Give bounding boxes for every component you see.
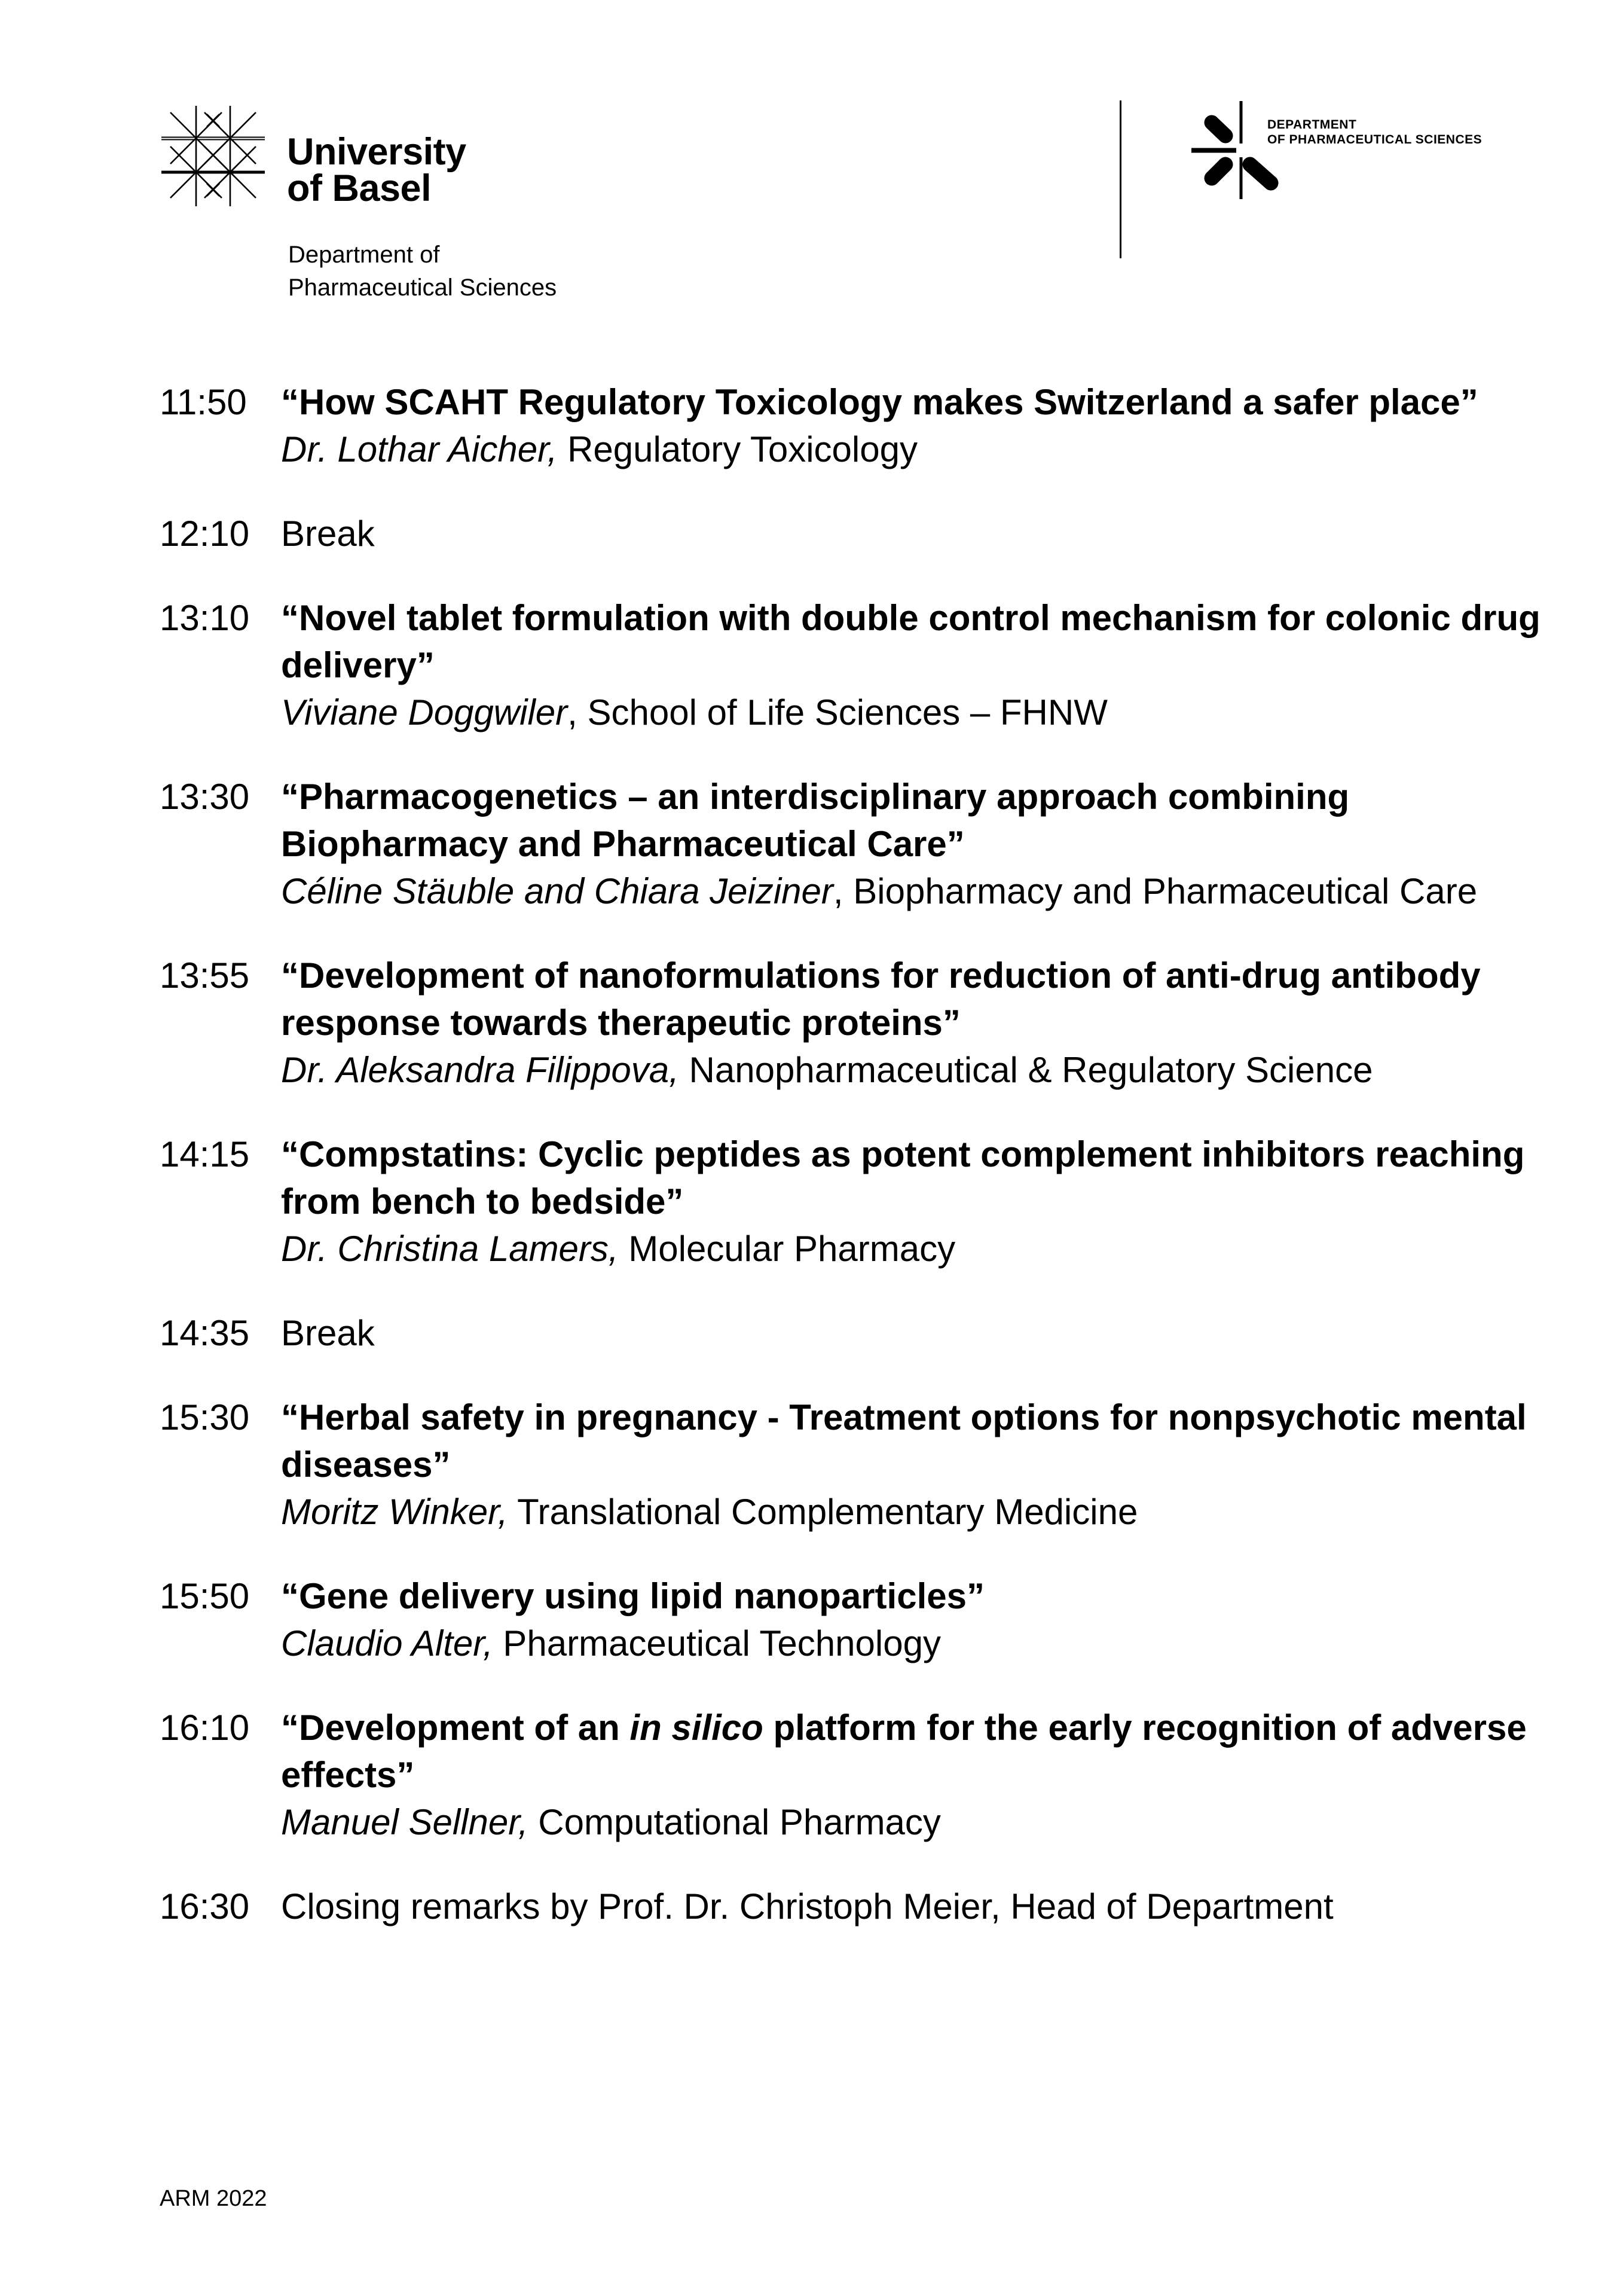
entry-title-text: “Novel tablet formulation with double control mechanism for colonic drug delivery” — [281, 598, 1541, 685]
entry-title-text: “Gene delivery using lipid nanoparticles” — [281, 1576, 985, 1616]
entry-speaker-affiliation: Pharmaceutical Technology — [493, 1623, 941, 1663]
schedule-entry — [160, 1394, 1552, 1535]
entry-body — [281, 378, 1548, 473]
entry-title — [281, 378, 1548, 426]
entry-title — [281, 1704, 1548, 1799]
university-department-line1: Department of — [288, 242, 440, 268]
entry-speaker — [281, 868, 1548, 915]
schedule-entry — [160, 378, 1552, 473]
entry-speaker-name: Manuel Sellner, — [281, 1802, 528, 1842]
entry-title-text: “How SCAHT Regulatory Toxicology makes Switzerland a safer place” — [281, 382, 1478, 422]
university-department-subtitle — [288, 239, 557, 304]
entry-speaker-affiliation: Nanopharmaceutical & Regulatory Science — [678, 1050, 1373, 1090]
entry-body — [281, 1704, 1548, 1846]
entry-body — [281, 1573, 1548, 1667]
entry-time: 11:50 — [160, 382, 247, 422]
schedule-entry — [160, 773, 1552, 915]
schedule-entry — [160, 1704, 1552, 1846]
entry-speaker — [281, 689, 1548, 736]
entry-time: 14:15 — [160, 1134, 250, 1174]
entry-speaker — [281, 426, 1548, 473]
schedule-entry — [160, 1309, 1552, 1357]
entry-time: 14:35 — [160, 1313, 250, 1353]
entry-title — [281, 594, 1548, 689]
entry-speaker-affiliation: Molecular Pharmacy — [618, 1229, 956, 1269]
entry-time: 15:30 — [160, 1397, 250, 1437]
entry-body — [281, 1131, 1548, 1272]
entry-title-text: “Herbal safety in pregnancy - Treatment options for nonpsychotic mental diseases” — [281, 1397, 1527, 1485]
university-wordmark — [287, 131, 466, 209]
schedule-entry — [160, 510, 1552, 557]
entry-body — [281, 594, 1548, 736]
entry-time: 13:55 — [160, 955, 250, 996]
pharma-department-logo-icon — [1190, 99, 1279, 201]
entry-title-italic-text: in silico — [629, 1708, 763, 1748]
schedule-entry — [160, 594, 1552, 736]
entry-speaker-affiliation: Translational Complementary Medicine — [508, 1492, 1138, 1532]
entry-speaker — [281, 1225, 1548, 1272]
entry-title-text: “Development of an — [281, 1708, 630, 1748]
university-basel-logo-icon — [161, 106, 265, 206]
university-wordmark-line1: University — [287, 131, 466, 173]
entry-body — [281, 773, 1548, 915]
entry-speaker — [281, 1046, 1548, 1094]
entry-body — [281, 510, 1548, 557]
entry-body — [281, 1883, 1548, 1930]
footer-label: ARM 2022 — [160, 2186, 267, 2211]
header-divider — [1120, 100, 1121, 258]
entry-time: 13:30 — [160, 777, 250, 817]
entry-body — [281, 1394, 1548, 1535]
entry-text: Break — [281, 1313, 375, 1353]
entry-title-text-tail: platform for the early recognition of adverse effects” — [281, 1708, 1527, 1795]
schedule-entry — [160, 1131, 1552, 1272]
entry-speaker-name: Viviane Doggwiler — [281, 692, 568, 732]
entry-title-text: “Development of nanoformulations for reduction of anti-drug antibody response towards therapeutic proteins” — [281, 955, 1481, 1043]
entry-text: Break — [281, 514, 375, 554]
entry-body — [281, 1309, 1548, 1357]
entry-title — [281, 1131, 1548, 1225]
entry-time: 12:10 — [160, 514, 250, 554]
entry-title — [281, 1573, 1548, 1620]
entry-time: 13:10 — [160, 598, 250, 638]
entry-speaker-affiliation: Computational Pharmacy — [528, 1802, 941, 1842]
entry-title-text: “Pharmacogenetics – an interdisciplinary approach combining Biopharmacy and Pharmaceutical Care” — [281, 777, 1350, 864]
entry-speaker-name: Céline Stäuble and Chiara Jeiziner — [281, 871, 833, 911]
entry-speaker-name: Dr. Christina Lamers, — [281, 1229, 619, 1269]
entry-title — [281, 952, 1548, 1046]
entry-speaker-name: Dr. Aleksandra Filippova, — [281, 1050, 679, 1090]
entry-title — [281, 1394, 1548, 1488]
entry-speaker — [281, 1799, 1548, 1846]
entry-time: 16:30 — [160, 1886, 250, 1926]
schedule — [160, 378, 1552, 1967]
entry-speaker-name: Dr. Lothar Aicher, — [281, 429, 558, 469]
entry-speaker-affiliation: , School of Life Sciences – FHNW — [567, 692, 1108, 732]
university-department-line2: Pharmaceutical Sciences — [288, 274, 557, 301]
entry-speaker — [281, 1488, 1548, 1535]
schedule-entry — [160, 1573, 1552, 1667]
entry-time: 15:50 — [160, 1576, 250, 1616]
entry-speaker-affiliation: Regulatory Toxicology — [557, 429, 918, 469]
schedule-entry — [160, 1883, 1552, 1930]
entry-speaker-affiliation: , Biopharmacy and Pharmaceutical Care — [833, 871, 1478, 911]
entry-body — [281, 952, 1548, 1094]
entry-title — [281, 773, 1548, 868]
entry-speaker-name: Claudio Alter, — [281, 1623, 493, 1663]
entry-text: Closing remarks by Prof. Dr. Christoph Meier, Head of Department — [281, 1886, 1334, 1926]
entry-speaker-name: Moritz Winker, — [281, 1492, 508, 1532]
university-wordmark-line2: of Basel — [287, 167, 432, 209]
entry-speaker — [281, 1620, 1548, 1667]
pharma-department-line1: DEPARTMENT — [1267, 118, 1357, 132]
schedule-entry — [160, 952, 1552, 1094]
pharma-department-wordmark — [1267, 117, 1482, 147]
entry-time: 16:10 — [160, 1708, 250, 1748]
pharma-department-line2: OF PHARMACEUTICAL SCIENCES — [1267, 133, 1483, 146]
entry-title-text: “Compstatins: Cyclic peptides as potent complement inhibitors reaching from bench to bedside” — [281, 1134, 1525, 1222]
